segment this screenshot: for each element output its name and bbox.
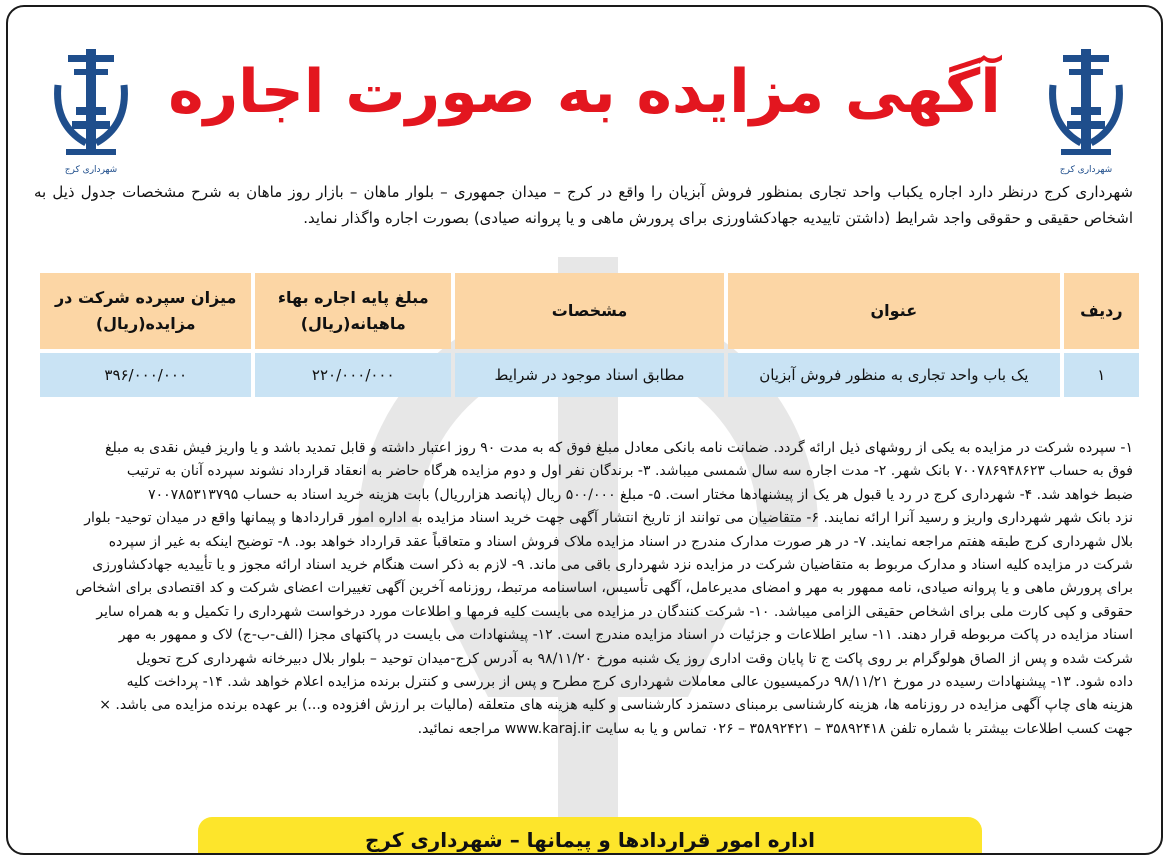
header-title: عنوان [728, 273, 1060, 349]
cell-deposit: ۳۹۶/۰۰۰/۰۰۰ [40, 353, 251, 397]
condition-line: فوق به حساب ۷۰۰۷۸۶۹۴۸۶۲۳ بانک شهر. ۲- مدت اجاره سه سال شمسی میباشد. ۳- برندگان نفر اول و دوم مزایده هرگاه حاضر به انعقاد قرارداد نشوند سپرده آنان به ترتیب [126, 463, 1133, 480]
intro-paragraph: شهرداری کرج درنظر دارد اجاره یکباب واحد تجاری بمنظور فروش آبزیان را واقع در کرج – میدان جمهوری – بلوار ماهان – بازار روز ماهان به شرح مشخصات جدول ذیل به اشخاص حقیقی و حقوقی واجد شرایط (داشتن تاییدیه جهادکشاورزی برای پرورش ماهی و یا پروانه صیادی) بصورت اجاره واگذار نماید. [34, 183, 1133, 227]
contact-suffix: مراجعه نمائید. [417, 720, 501, 737]
condition-line: نزد بانک شهر شهرداری واریز و رسید آنرا ارائه نمایند. ۶- متقاضیان می توانند از تاریخ انتشار آگهی جهت خرید اسناد مزایده به اداره امور قراردادها و پیمانها واقع در میدان توحید- بلوار [84, 510, 1133, 527]
notice-title: آگهی مزایده به صورت اجاره [168, 57, 1001, 127]
condition-line: ۱- سپرده شرکت در مزایده به یکی از روشهای ذیل ارائه گردد. ضمانت نامه بانکی معادل مبلغ فوق که به مدت ۹۰ روز اعتبار داشته و قابل تمدید باشد و یا واریز فیش نقدی به مبلغ [105, 440, 1133, 456]
auction-table [36, 269, 1143, 401]
conditions-text [34, 437, 1133, 741]
municipality-emblem-icon [46, 45, 136, 160]
condition-line: داده شود. ۱۳- پیشنهادات رسیده در مورخ ۹۸/۱۱/۲۱ درکمیسیون عالی معاملات شهرداری کرج مطرح و پس از بررسی و کنترل برنده مزایده اعلام خواهد شد. ۱۴- پرداخت کلیه [126, 674, 1133, 691]
header-base-rent: مبلغ پایه اجاره بهاء ماهیانه(ریال) [255, 273, 451, 349]
cell-base-rent: ۲۲۰/۰۰۰/۰۰۰ [255, 353, 451, 397]
header [8, 17, 1161, 182]
condition-line: حقوقی و کپی کارت ملی برای اشخاص حقیقی الزامی میباشد. ۱۰- شرکت کنندگان در مزایده می بایست کلیه فرمها و اطلاعات مورد درخواست شهرداری را تکمیل و به همراه سایر [96, 603, 1133, 620]
cell-specs: مطابق اسناد موجود در شرایط [455, 353, 724, 397]
header-row-no: ردیف [1064, 273, 1139, 349]
logo-caption: شهرداری کرج [1059, 165, 1113, 175]
municipality-emblem-icon [1041, 45, 1131, 160]
website-link[interactable]: www.karaj.ir [504, 720, 592, 737]
condition-line: شرکت شده و پس از الصاق هولوگرام بر روی پاکت ج تا پایان وقت اداری روز یک شنبه مورخ ۹۸/۱۱/۲۰ به آدرس کرج-میدان توحید – بلوار بلال دبیرخانه شهرداری کرج تحویل [136, 650, 1133, 667]
condition-line: بلال شهرداری کرج طبقه هفتم مراجعه نمایند. ۷- در هر صورت مدارک مندرج در اسناد مزایده ملاک فروش اسناد و متعاقباً عقد قرارداد خواهد بود. ۸- توضیح اینکه به غیر از سپرده [108, 533, 1133, 550]
header-deposit: میزان سپرده شرکت در مزایده(ریال) [40, 273, 251, 349]
contact-line [34, 718, 1133, 741]
logo-caption: شهرداری کرج [64, 165, 118, 175]
cell-title: یک باب واحد تجاری به منظور فروش آبزیان [728, 353, 1060, 397]
table-header-row [40, 273, 1139, 349]
condition-line: ضبط خواهد شد. ۴- شهرداری کرج در رد یا قبول هر یک از پیشنهادها مختار است. ۵- مبلغ ۵۰۰/۰۰۰ ریال (پانصد هزارریال) بابت هزینه خرید اسناد به حساب ۷۰۰۷۸۵۳۱۳۷۹۵ [148, 486, 1133, 503]
condition-line: اسناد مزایده در پاکت مربوطه قرار دهند. ۱۱- سایر اطلاعات و جزئیات در اسناد مزایده مندرج است. ۱۲- پیشنهادات می بایست در پاکتهای مجزا (الف-ب-ج) لاک و ممهور به مهر [118, 627, 1133, 644]
condition-line: شرکت در مزایده کلیه اسناد و مدارک مربوط به متقاضیان شرکت در مزایده نزد شهرداری باقی می ماند. ۹- لازم به ذکر است هنگام خرید اسناد ارائه مجوز و یا تأییدیه جهادکشاورزی [92, 557, 1133, 574]
table-row [40, 353, 1139, 397]
karaj-municipality-logo-left [46, 45, 136, 175]
condition-line: هزینه های چاپ آگهی مزایده در روزنامه ها، هزینه کارشناسی برمبنای دستمزد کارشناسی و کلیه هزینه های متعلقه (مالیات بر ارزش افزوده و...) بر عهده برنده مزایده می باشد. × [99, 697, 1133, 714]
condition-line: برای پرورش ماهی و یا پروانه صیادی، نامه ممهور به مهر و امضای مدیرعامل، آگهی تأسیس، اساسنامه مرتبط، روزنامه آخرین آگهی تغییرات اعضای شرکت و کد اقتصادی برای اشخاص [75, 580, 1133, 597]
header-specs: مشخصات [455, 273, 724, 349]
footer-bar: اداره امور قراردادها و پیمانها – شهرداری کرج [198, 817, 982, 855]
notice-frame [6, 5, 1163, 855]
karaj-municipality-logo-right [1041, 45, 1131, 175]
contact-prefix: جهت کسب اطلاعات بیشتر با شماره تلفن ۳۵۸۹۲۴۱۸ – ۳۵۸۹۲۴۲۱ – ۰۲۶ تماس و یا به سایت [595, 720, 1133, 737]
cell-row-no: ۱ [1064, 353, 1139, 397]
